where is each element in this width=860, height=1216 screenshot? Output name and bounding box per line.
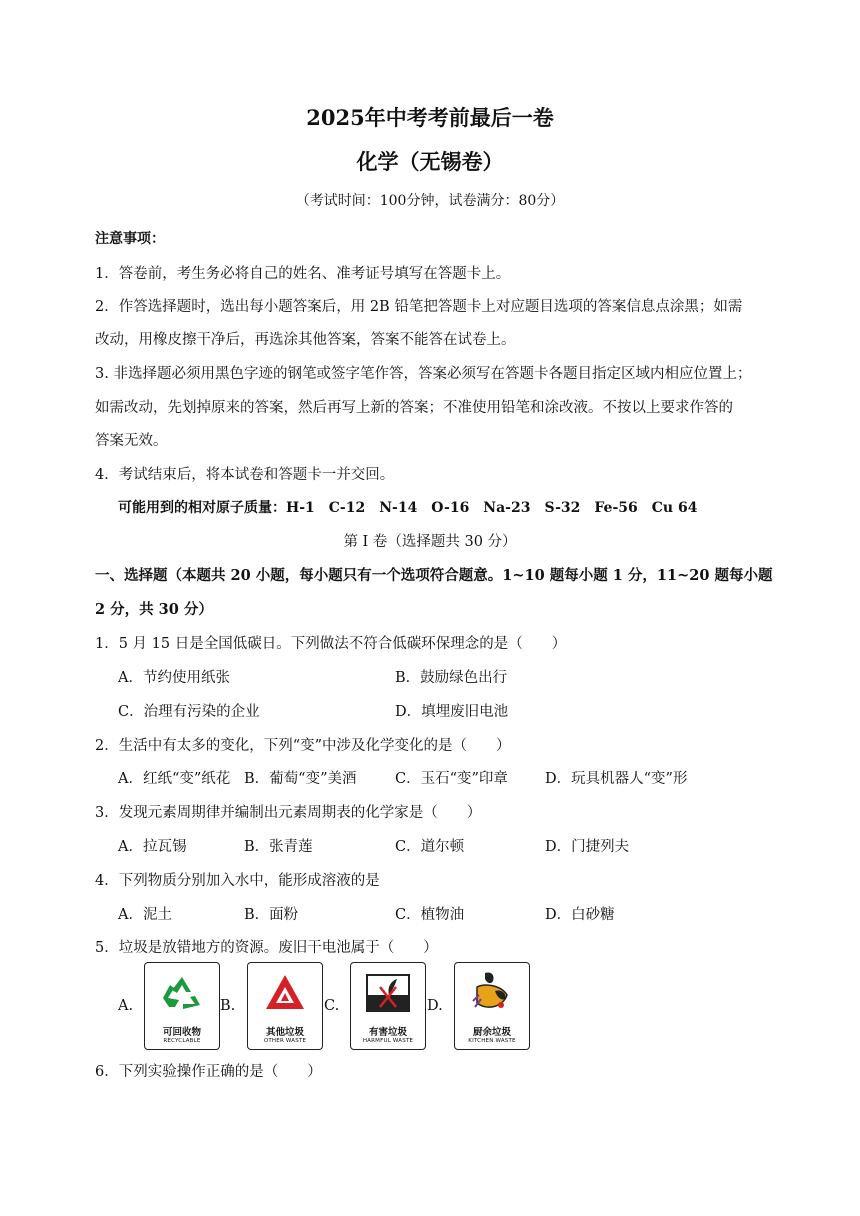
question-1-option-d: D．填埋废旧电池 — [395, 704, 509, 720]
section-heading-line-2: 2 分，共 30 分） — [95, 601, 213, 618]
question-1-option-b: B．鼓励绿色出行 — [395, 670, 508, 686]
section-heading-line-1: 一、选择题（本题共 20 小题，每小题只有一个选项符合题意。1~10 题每小题 1 分，11~20 题每小题 — [95, 567, 773, 584]
question-2-stem: 2．生活中有太多的变化，下列“变”中涉及化学变化的是（ ） — [95, 738, 511, 754]
question-5-option-c: C. — [324, 998, 340, 1014]
question-3-stem: 3．发现元素周期律并编制出元素周期表的化学家是（ ） — [95, 805, 482, 821]
exam-info: （考试时间：100分钟，试卷满分：80分） — [295, 193, 565, 209]
kitchen-waste-sign — [454, 962, 530, 1050]
question-2-option-a: A．红纸“变”纸花 — [118, 771, 231, 787]
recyclable-sublabel: RECYCLABLE — [163, 1038, 201, 1044]
exam-subtitle: 化学（无锡卷） — [356, 149, 504, 174]
other-waste-icon — [248, 963, 322, 1023]
question-6-stem: 6．下列实验操作正确的是（ ） — [95, 1064, 322, 1080]
question-1-stem: 1．5 月 15 日是全国低碳日。下列做法不符合低碳环保理念的是（ ） — [95, 636, 567, 652]
exam-title: 2025年中考考前最后一卷 — [306, 105, 554, 130]
question-5-stem: 5．垃圾是放错地方的资源。废旧干电池属于（ ） — [95, 940, 438, 956]
recycle-icon — [145, 963, 219, 1023]
question-4-option-b: B．面粉 — [244, 907, 299, 923]
question-3-option-d: D．门捷列夫 — [545, 839, 630, 855]
harmful-waste-sublabel: HARMFUL WASTE — [362, 1038, 414, 1044]
note-1: 1．答卷前，考生务必将自己的姓名、准考证号填写在答题卡上。 — [95, 266, 511, 282]
note-2-line-1: 2．作答选择题时，选出每小题答案后，用 2B 铅笔把答题卡上对应题目选项的答案信息点涂黑；如需 — [95, 299, 743, 315]
question-4-stem: 4．下列物质分别加入水中，能形成溶液的是 — [95, 873, 380, 889]
kitchen-waste-label: 厨余垃圾 — [472, 1027, 511, 1038]
kitchen-waste-sublabel: KITCHEN WASTE — [468, 1038, 516, 1044]
other-waste-sublabel: OTHER WASTE — [263, 1038, 307, 1044]
volume-heading: 第 I 卷（选择题共 30 分） — [343, 534, 517, 550]
notes-heading: 注意事项： — [95, 231, 165, 247]
kitchen-waste-icon — [455, 963, 529, 1023]
question-4-option-c: C．植物油 — [395, 907, 465, 923]
note-4: 4．考试结束后，将本试卷和答题卡一并交回。 — [95, 467, 395, 483]
other-waste-sign — [247, 962, 323, 1050]
question-1-option-a: A．节约使用纸张 — [118, 670, 230, 686]
note-3-line-2: 如需改动，先划掉原来的答案，然后再写上新的答案；不准使用铅笔和涂改液。不按以上要求作答的 — [95, 400, 733, 416]
note-3-line-1: 3. 非选择题必须用黑色字迹的钢笔或签字笔作答，答案必须写在答题卡各题目指定区域内相应位置上； — [95, 366, 752, 382]
recyclable-sign — [144, 962, 220, 1050]
question-5-option-a: A. — [118, 998, 134, 1014]
question-4-option-d: D．白砂糖 — [545, 907, 615, 923]
question-3-option-c: C．道尔顿 — [395, 839, 465, 855]
recyclable-label: 可回收物 — [162, 1027, 201, 1038]
harmful-waste-icon — [351, 963, 425, 1023]
question-4-option-a: A．泥土 — [118, 907, 172, 923]
question-2-option-b: B．葡萄“变”美酒 — [244, 771, 357, 787]
harmful-waste-label: 有害垃圾 — [368, 1027, 407, 1038]
note-2-line-2: 改动，用橡皮擦干净后，再选涂其他答案，答案不能答在试卷上。 — [95, 332, 516, 348]
question-3-option-a: A．拉瓦锡 — [118, 839, 187, 855]
harmful-waste-sign — [350, 962, 426, 1050]
question-2-option-d: D．玩具机器人“变”形 — [545, 771, 688, 787]
atomic-masses: 可能用到的相对原子质量：H-1 C-12 N-14 O-16 Na-23 S-32 Fe-56 Cu 64 — [118, 500, 698, 516]
question-3-option-b: B．张青莲 — [244, 839, 313, 855]
question-1-option-c: C．治理有污染的企业 — [118, 704, 260, 720]
note-3-line-3: 答案无效。 — [95, 433, 168, 449]
question-5-option-d: D. — [427, 998, 443, 1014]
question-2-option-c: C．玉石“变”印章 — [395, 771, 508, 787]
other-waste-label: 其他垃圾 — [265, 1027, 304, 1038]
question-5-option-b: B. — [220, 998, 236, 1014]
